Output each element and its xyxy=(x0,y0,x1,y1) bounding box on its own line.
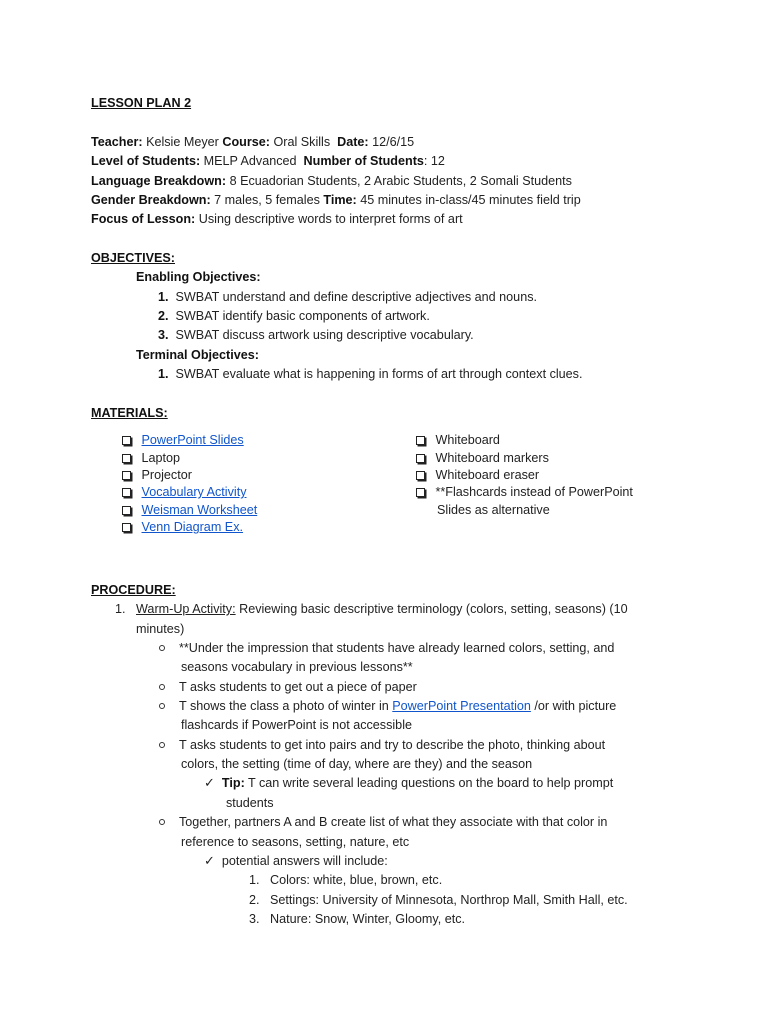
enabling-objective-item: 2. SWBAT identify basic components of artwork. xyxy=(158,309,430,323)
circle-bullet-icon xyxy=(159,703,165,709)
circle-bullet-icon xyxy=(159,742,165,748)
procedure-bullet-cont: reference to seasons, setting, nature, etc xyxy=(181,835,410,849)
answer-item: 3. Nature: Snow, Winter, Gloomy, etc. xyxy=(249,912,466,926)
tip-line-cont: students xyxy=(226,796,274,810)
checkbox-icon xyxy=(122,454,131,463)
venn-diagram-link[interactable]: Venn Diagram Ex. xyxy=(141,520,243,534)
header-level-line: Level of Students: MELP Advanced Number of Students: 12 xyxy=(91,154,445,168)
material-item xyxy=(122,502,257,518)
procedure-step-1: 1. Warm-Up Activity: Reviewing basic descriptive terminology (colors, setting, seasons) (10 xyxy=(115,602,628,616)
enabling-objective-item: 3. SWBAT discuss artwork using descriptive vocabulary. xyxy=(158,328,474,342)
tip-line: ✓ Tip: T can write several leading questions on the board to help prompt xyxy=(204,776,614,791)
weisman-worksheet-link[interactable]: Weisman Worksheet xyxy=(141,503,258,517)
material-item: Whiteboard markers xyxy=(416,450,549,466)
checkbox-icon xyxy=(122,488,131,497)
circle-bullet-icon xyxy=(159,645,165,651)
procedure-bullet-cont: colors, the setting (time of day, where are they) and the season xyxy=(181,757,533,771)
procedure-bullet: T shows the class a photo of winter in PowerPoint Presentation /or with picture xyxy=(159,698,616,714)
circle-bullet-icon xyxy=(159,819,165,825)
checkbox-icon xyxy=(122,471,131,480)
circle-bullet-icon xyxy=(159,684,165,690)
answers-intro: ✓ potential answers will include: xyxy=(204,854,388,869)
materials-heading: MATERIALS: xyxy=(91,406,168,420)
powerpoint-presentation-link[interactable]: PowerPoint Presentation xyxy=(392,699,531,713)
checkbox-icon xyxy=(416,471,425,480)
checkbox-icon xyxy=(416,454,425,463)
vocabulary-activity-link[interactable]: Vocabulary Activity xyxy=(141,485,247,499)
checkbox-icon xyxy=(416,488,425,497)
procedure-bullet: T asks students to get out a piece of paper xyxy=(159,679,417,695)
answer-item: 2. Settings: University of Minnesota, Northrop Mall, Smith Hall, etc. xyxy=(249,893,628,907)
enabling-objectives-heading: Enabling Objectives: xyxy=(136,270,261,284)
enabling-objective-item: 1. SWBAT understand and define descriptive adjectives and nouns. xyxy=(158,290,537,304)
material-item xyxy=(122,432,244,448)
material-item: Projector xyxy=(122,467,192,483)
procedure-bullet: Together, partners A and B create list of what they associate with that color in xyxy=(159,814,607,830)
material-item xyxy=(122,484,247,500)
procedure-step-1-cont: minutes) xyxy=(136,622,185,636)
terminal-objective-item: 1. SWBAT evaluate what is happening in forms of art through context clues. xyxy=(158,367,583,381)
header-focus-line: Focus of Lesson: Using descriptive words to interpret forms of art xyxy=(91,212,463,226)
header-gender-line: Gender Breakdown: 7 males, 5 females Time: 45 minutes in-class/45 minutes field trip xyxy=(91,193,581,207)
procedure-heading: PROCEDURE: xyxy=(91,583,176,597)
powerpoint-slides-link[interactable]: PowerPoint Slides xyxy=(141,433,244,447)
checkmark-icon: ✓ xyxy=(204,776,215,791)
answer-item: 1. Colors: white, blue, brown, etc. xyxy=(249,873,443,887)
checkbox-icon xyxy=(122,506,131,515)
header-teacher-line: Teacher: Kelsie Meyer Course: Oral Skills Date: 12/6/15 xyxy=(91,135,415,149)
objectives-heading: OBJECTIVES: xyxy=(91,251,175,265)
material-item-continuation: Slides as alternative xyxy=(437,503,550,517)
material-item: Laptop xyxy=(122,450,180,466)
header-language-line: Language Breakdown: 8 Ecuadorian Students, 2 Arabic Students, 2 Somali Students xyxy=(91,174,572,188)
procedure-bullet-cont: flashcards if PowerPoint is not accessible xyxy=(181,718,412,732)
material-item: Whiteboard xyxy=(416,432,500,448)
material-item: Whiteboard eraser xyxy=(416,467,539,483)
document-title: LESSON PLAN 2 xyxy=(91,96,192,110)
procedure-bullet: **Under the impression that students have already learned colors, setting, and xyxy=(159,640,614,656)
material-item: **Flashcards instead of PowerPoint xyxy=(416,484,633,500)
checkbox-icon xyxy=(122,436,131,445)
checkbox-icon xyxy=(122,523,131,532)
procedure-bullet: T asks students to get into pairs and try to describe the photo, thinking about xyxy=(159,737,605,753)
checkmark-icon: ✓ xyxy=(204,854,215,869)
checkbox-icon xyxy=(416,436,425,445)
terminal-objectives-heading: Terminal Objectives: xyxy=(136,348,259,362)
procedure-bullet-cont: seasons vocabulary in previous lessons** xyxy=(181,660,413,674)
material-item xyxy=(122,519,243,535)
